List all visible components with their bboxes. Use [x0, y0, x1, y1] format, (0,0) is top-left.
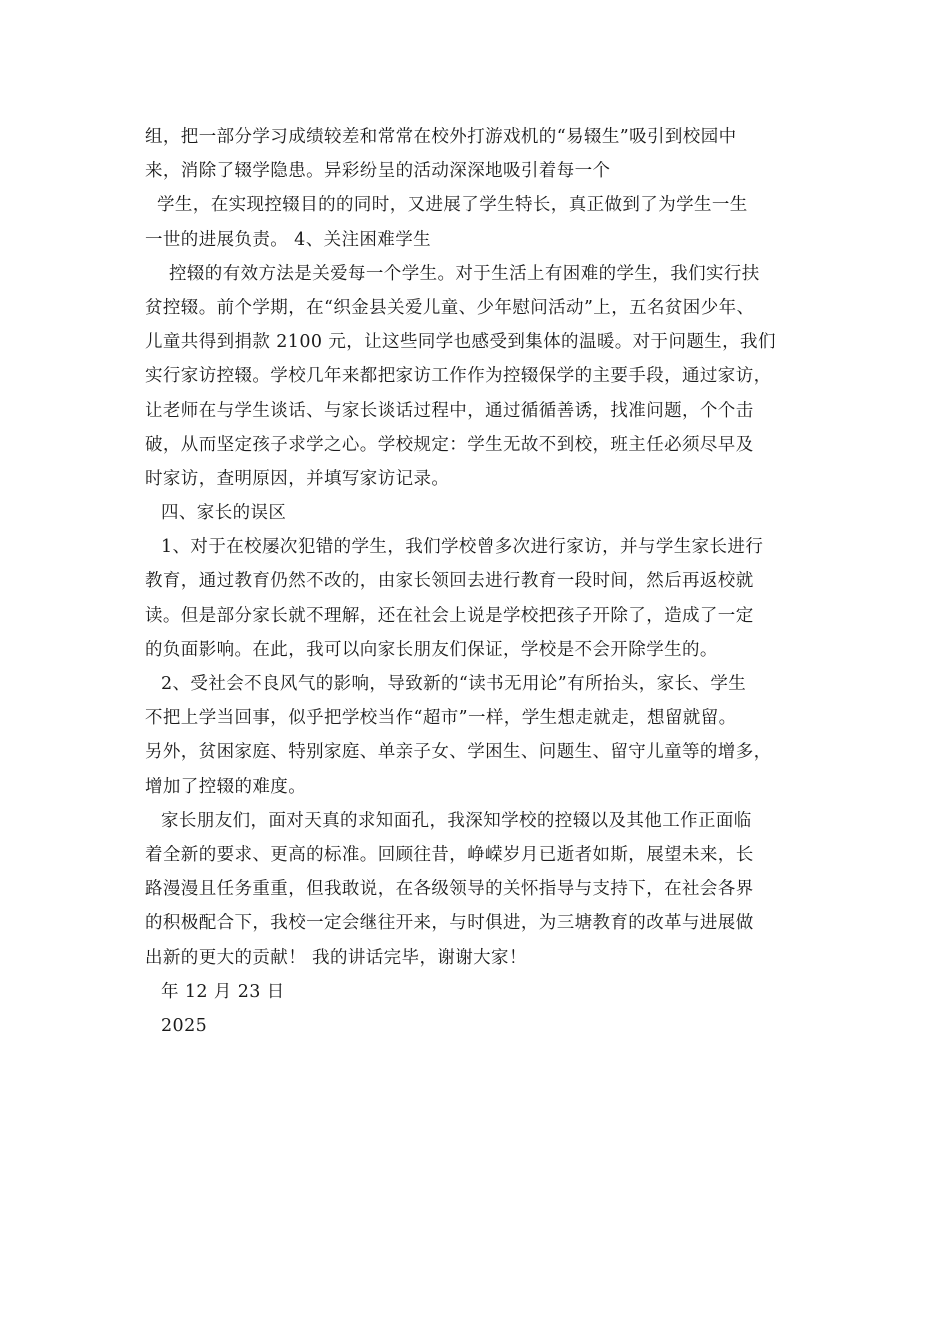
text-line: 的负面影响。在此，我可以向家长朋友们保证，学校是不会开除学生的。 [145, 639, 718, 660]
text-line: 2、受社会不良风气的影响，导致新的“读书无用论”有所抬头，家长、学生 [161, 674, 747, 694]
section-heading: 四、家长的误区 [161, 503, 287, 524]
document-body [145, 120, 810, 1043]
text-line: 一世的进展负责。 4、关注困难学生 [145, 229, 431, 250]
text-line: 增加了控辍的难度。 [145, 776, 307, 797]
text-line: 路漫漫且任务重重，但我敢说，在各级领导的关怀指导与支持下，在社会各界 [145, 879, 754, 900]
text-line: 破，从而坚定孩子求学之心。学校规定：学生无故不到校，班主任必须尽早及 [145, 434, 754, 455]
text-line: 实行家访控辍。学校几年来都把家访工作作为控辍保学的主要手段，通过家访， [145, 366, 772, 387]
text-line: 出新的更大的贡献！ 我的讲话完毕，谢谢大家！ [145, 947, 527, 968]
date-line: 年 12 月 23 日 [161, 981, 285, 1002]
text-line: 来，消除了辍学隐患。异彩纷呈的活动深深地吸引着每一个 [145, 161, 611, 182]
text-line: 组，把一部分学习成绩较差和常常在校外打游戏机的“易辍生”吸引到校园中 [145, 127, 737, 147]
text-line: 控辍的有效方法是关爱每一个学生。对于生活上有困难的学生，我们实行扶 [169, 263, 760, 284]
text-line: 贫控辍。前个学期，在“织金县关爱儿童、少年慰问活动”上，五名贫困少年、 [145, 297, 755, 318]
text-line: 时家访，查明原因，并填写家访记录。 [145, 468, 450, 489]
text-line: 读。但是部分家长就不理解，还在社会上说是学校把孩子开除了，造成了一定 [145, 605, 754, 626]
text-line: 着全新的要求、更高的标准。回顾往昔，峥嵘岁月已逝者如斯，展望未来，长 [145, 844, 754, 865]
text-line: 儿童共得到捐款 2100 元，让这些同学也感受到集体的温暖。对于问题生，我们 [145, 332, 776, 353]
text-line: 另外，贫困家庭、特别家庭、单亲子女、学困生、问题生、留守儿童等的增多， [145, 742, 772, 763]
text-line: 教育，通过教育仍然不改的，由家长领回去进行教育一段时间，然后再返校就 [145, 571, 754, 592]
text-line: 让老师在与学生谈话、与家长谈话过程中，通过循循善诱，找准问题，个个击 [145, 400, 754, 421]
text-line: 的积极配合下，我校一定会继往开来，与时俱进，为三塘教育的改革与进展做 [145, 913, 754, 934]
text-line: 不把上学当回事，似乎把学校当作“超市”一样，学生想走就走，想留就留。 [145, 708, 737, 729]
text-line: 家长朋友们，面对天真的求知面孔，我深知学校的控辍以及其他工作正面临 [161, 810, 752, 831]
text-line: 学生，在实现控辍目的的同时，又进展了学生特长，真正做到了为学生一生 [157, 195, 748, 216]
text-line: 1、对于在校屡次犯错的学生，我们学校曾多次进行家访，并与学生家长进行 [161, 537, 764, 558]
year-line: 2025 [161, 1015, 208, 1036]
